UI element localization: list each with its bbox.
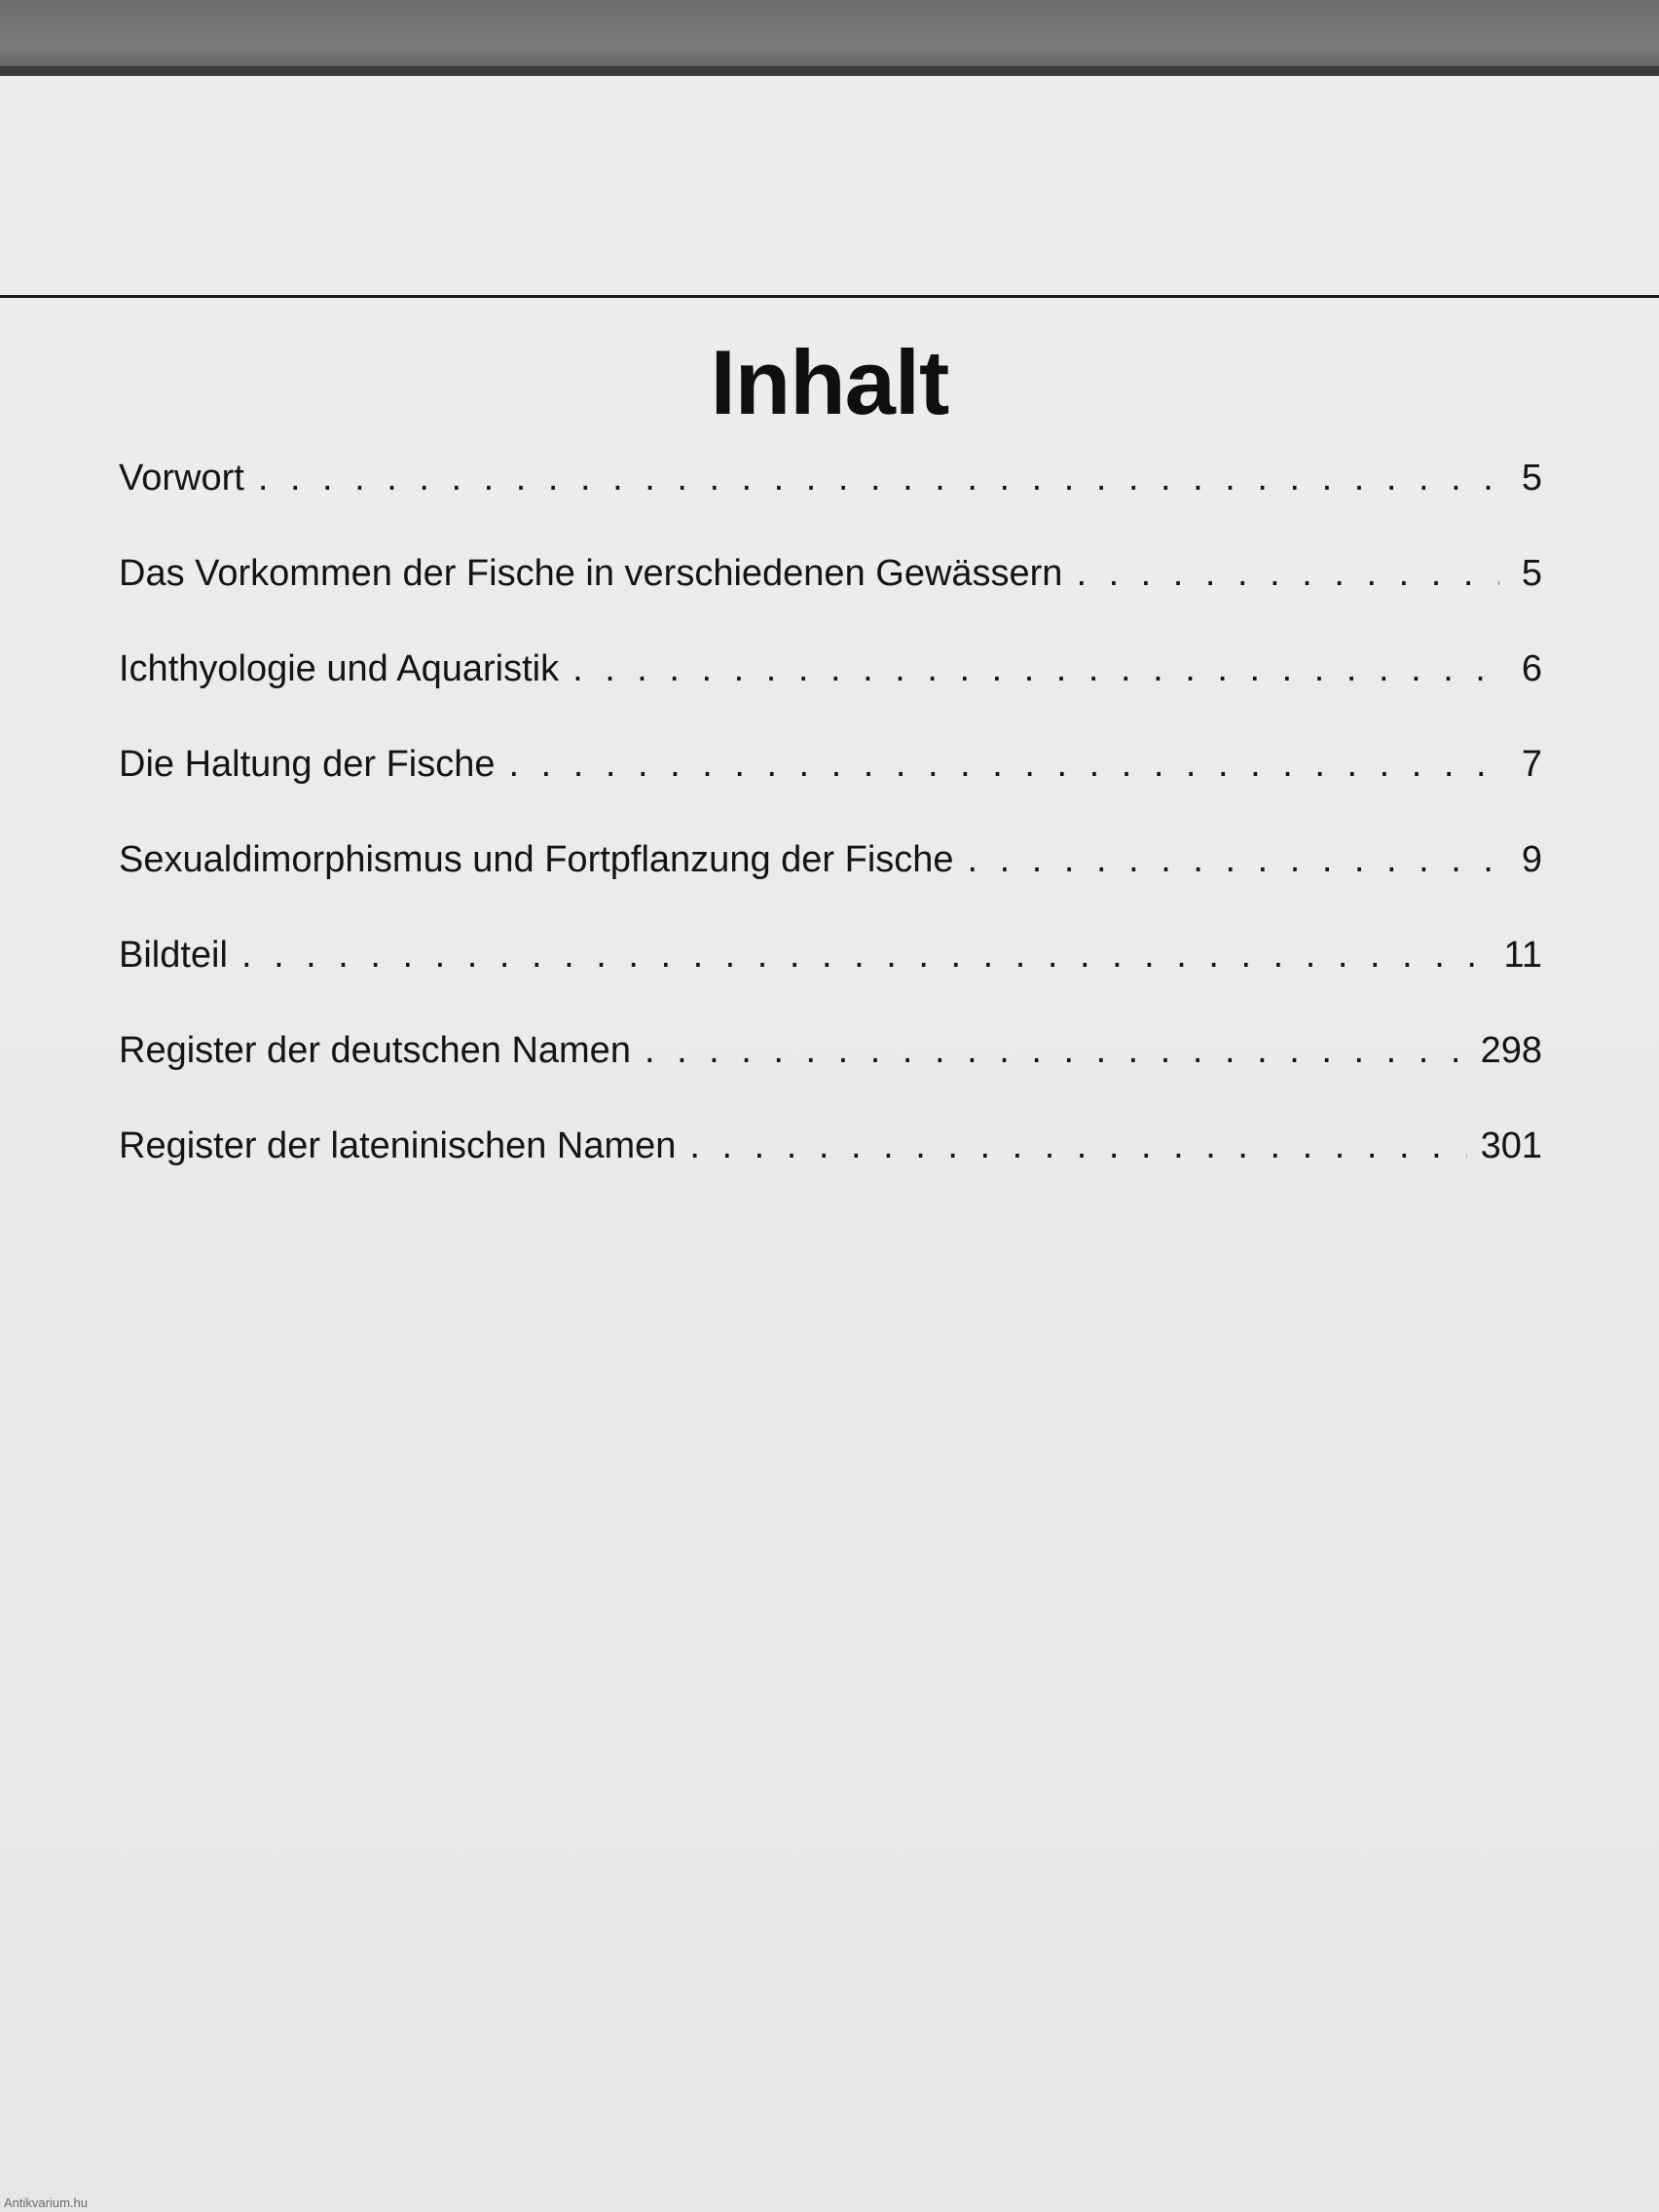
table-of-contents [119, 458, 1542, 1221]
dot-leader [572, 648, 1499, 690]
toc-entry-label: Ichthyologie und Aquaristik [119, 648, 560, 689]
toc-entry-label: Vorwort [119, 458, 244, 498]
toc-entry [119, 935, 1542, 1030]
toc-entry-page: 6 [1521, 648, 1542, 689]
toc-entry [119, 648, 1542, 744]
toc-entry-label: Die Haltung der Fische [119, 744, 496, 785]
header-rule [0, 295, 1659, 298]
toc-entry-page: 301 [1480, 1125, 1542, 1166]
toc-entry-label: Register der lateninischen Namen [119, 1125, 677, 1166]
toc-entry [119, 839, 1542, 935]
toc-entry-label: Das Vorkommen der Fische in verschiedenen Gewässern [119, 553, 1063, 594]
page-title: Inhalt [710, 331, 949, 433]
toc-entry [119, 553, 1542, 648]
dot-leader [258, 458, 1499, 499]
toc-entry-page: 11 [1503, 935, 1542, 976]
dot-leader [509, 744, 1499, 786]
toc-entry [119, 1030, 1542, 1125]
dot-leader [689, 1125, 1466, 1167]
toc-entry-page: 5 [1521, 553, 1542, 594]
toc-entry [119, 744, 1542, 839]
watermark: Antikvarium.hu [4, 2195, 88, 2210]
toc-entry-label: Register der deutschen Namen [119, 1030, 631, 1071]
toc-entry-label: Sexualdimorphismus und Fortpflanzung der Fische [119, 839, 954, 880]
toc-entry-page: 7 [1521, 744, 1542, 785]
dot-leader [1076, 553, 1499, 595]
toc-entry-label: Bildteil [119, 935, 228, 976]
background-strip [0, 0, 1659, 76]
toc-entry [119, 1125, 1542, 1221]
dot-leader [241, 935, 1491, 977]
dot-leader [645, 1030, 1467, 1072]
dot-leader [968, 839, 1499, 881]
toc-entry [119, 458, 1542, 553]
toc-entry-page: 9 [1521, 839, 1542, 880]
toc-entry-page: 5 [1521, 458, 1542, 498]
toc-entry-page: 298 [1480, 1030, 1542, 1071]
